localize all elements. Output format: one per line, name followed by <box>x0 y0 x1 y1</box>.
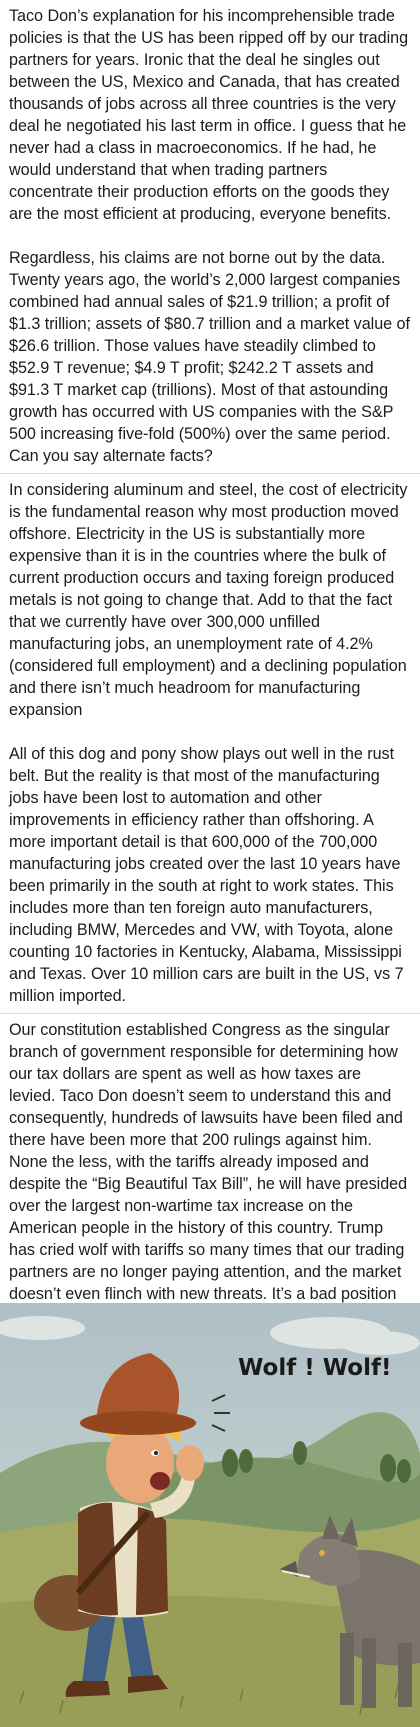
cartoon-image[interactable] <box>0 1303 420 1727</box>
paragraph-data-claims: Regardless, his claims are not borne out by the data. Twenty years ago, the world’s 2,000 largest companies combined had annual sales of $21.9 trillion; a profit of $1.3 trillion; assets of $80.7 trillion and a market value of $26.6 trillion. Those values have steadily climbed to $52.9 T revenue; $4.9 T profit; $242.2 T assets and $91.3 T market cap (trillions). Most of that astounding growth has occurred with US companies with the S&P 500 increasing five-fold (500%) over the same period. Can you say alternate facts? <box>9 249 410 465</box>
paragraph-trade-policies: Taco Don’s explanation for his incomprehensible trade policies is that the US has been ripped off by our trading partners for years. Ironic that the deal he singles out between the US, Mexico and Canada, that has created thousands of jobs across all three countries is the very deal he negotiated his last term in office. I guess that he never had a class in macroeconomics. If he had, he would understand that when trading partners concentrate their production efforts on the goods they are the most efficient at producing, everyone benefits. <box>9 7 409 223</box>
post-section-3 <box>0 1014 420 1333</box>
paragraph-aluminum-steel: In considering aluminum and steel, the cost of electricity is the fundamental reason why most production moved offshore. Electricity in the US is substantially more expensive than it is in the countries where the bulk of current production occurs and taxing foreign produced metals is not going to change that. Add to that the fact that we currently have over 300,000 unfilled manufacturing jobs, an unemployment rate of 4.2% (considered full employment) and a declining population and there isn’t much headroom for manufacturing expansion <box>9 481 408 719</box>
paragraph-rust-belt: All of this dog and pony show plays out well in the rust belt. But the reality is that most of the manufacturing jobs have been lost to automation and other improvements in efficiency rather than offshoring. A more important detail is that 600,000 of the 700,000 manufacturing jobs created over the last 10 years have been primarily in the south at right to work states. This includes more than ten foreign auto manufacturers, including BMW, Mercedes and VW, with Toyota, alone counting 10 factories in Kentucky, Alabama, Mississippi and Texas. Over 10 million cars are built in the US, vs 7 million imported. <box>9 745 404 1005</box>
paragraph-constitution: Our constitution established Congress as the singular branch of government responsible for determining how our tax dollars are spent as well as how taxes are levied. Taco Don doesn’t seem to understand this and consequently, hundreds of lawsuits have been filed and there have been more that 200 rulings against him. None the less, with the tariffs already imposed and despite the “Big Beautiful Tax Bill”, he will have presided over the largest non-wartime tax increase on the American people in the history of this country. Trump has cried wolf with tariffs so many times that our trading partners are no longer paying attention, and the market doesn’t even flinch with new threats. It’s a bad position <box>9 1021 408 1303</box>
post-section-2 <box>0 474 420 1013</box>
speech-text: Wolf ! Wolf! <box>238 1355 392 1381</box>
post-section-1 <box>0 0 420 473</box>
cartoon-illustration <box>0 1303 420 1727</box>
